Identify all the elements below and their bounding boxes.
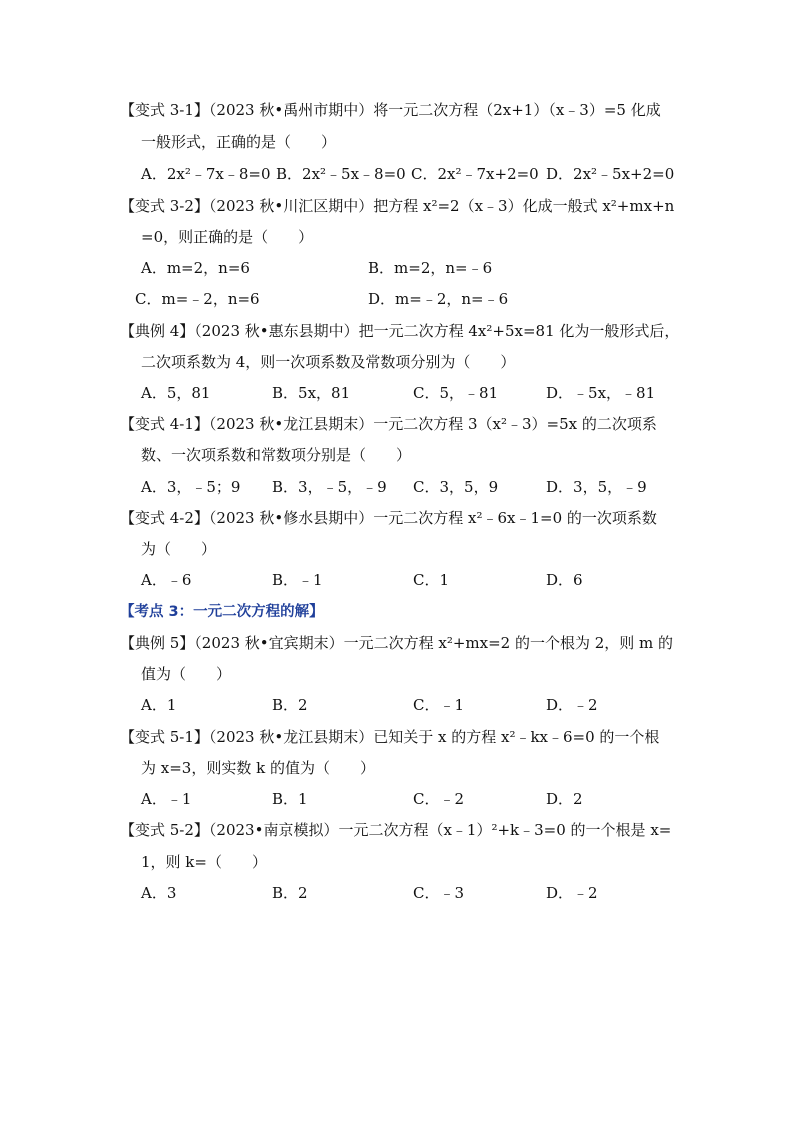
option-b: B．2 <box>272 884 308 902</box>
option-c: C．1 <box>413 571 450 589</box>
example-4-line-2: 二次项系数为 4，则一次项系数及常数项分别为（ ） <box>141 353 516 371</box>
option-d: D．2 <box>546 790 583 808</box>
question-5-1-line-1: 【变式 5-1】（2023 秋•龙江县期末）已知关于 x 的方程 x²﹣kx﹣6=0 的一个根 <box>120 728 660 746</box>
option-d: D．m=﹣2，n=﹣6 <box>368 290 509 308</box>
example-5-options <box>141 695 701 715</box>
question-4-2-line-1: 【变式 4-2】（2023 秋•修水县期中）一元二次方程 x²﹣6x﹣1=0 的一次项系数 <box>120 509 657 527</box>
question-4-2-line-2: 为（ ） <box>141 540 217 558</box>
option-b: B．1 <box>272 790 308 808</box>
option-d: D．2x²﹣5x+2=0 <box>546 165 675 183</box>
question-4-2-options <box>141 570 701 590</box>
option-b: B．3，﹣5，﹣9 <box>272 478 387 496</box>
question-3-2-options-row-2 <box>135 289 695 309</box>
option-c: C．﹣3 <box>413 884 465 902</box>
option-a: A．2x²﹣7x﹣8=0 <box>141 165 271 183</box>
option-b: B．2 <box>272 696 308 714</box>
question-4-1-line-1: 【变式 4-1】（2023 秋•龙江县期末）一元二次方程 3（x²﹣3）=5x 的二次项系 <box>120 415 657 433</box>
question-5-1-options <box>141 789 701 809</box>
option-c: C．﹣1 <box>413 696 465 714</box>
question-4-1-options <box>141 477 701 497</box>
question-3-1-line-1: 【变式 3-1】（2023 秋•禹州市期中）将一元二次方程（2x+1）（x﹣3）=5 化成 <box>120 101 661 119</box>
option-b: B．2x²﹣5x﹣8=0 <box>276 165 406 183</box>
example-5-line-2: 值为（ ） <box>141 665 232 683</box>
question-4-1-line-2: 数、一次项系数和常数项分别是（ ） <box>141 446 412 464</box>
question-3-2-line-1: 【变式 3-2】（2023 秋•川汇区期中）把方程 x²=2（x﹣3）化成一般式 x²+mx+n <box>120 197 675 215</box>
question-3-2-line-2: =0，则正确的是（ ） <box>141 228 314 246</box>
option-c: C．﹣2 <box>413 790 465 808</box>
example-4-line-1: 【典例 4】（2023 秋•惠东县期中）把一元二次方程 4x²+5x=81 化为一般形式后， <box>120 322 680 340</box>
option-a: A．﹣1 <box>141 790 192 808</box>
option-a: A．5，81 <box>141 384 211 402</box>
question-3-2-options-row-1 <box>141 258 701 278</box>
question-5-2-line-1: 【变式 5-2】（2023•南京模拟）一元二次方程（x﹣1）²+k﹣3=0 的一个根是 x= <box>120 821 672 839</box>
option-c: C．m=﹣2，n=6 <box>135 290 260 308</box>
option-a: A．﹣6 <box>141 571 192 589</box>
option-d: D．﹣2 <box>546 884 598 902</box>
option-c: C．5，﹣81 <box>413 384 499 402</box>
option-a: A．m=2，n=6 <box>141 259 250 277</box>
question-5-1-line-2: 为 x=3，则实数 k 的值为（ ） <box>141 759 375 777</box>
example-4-options <box>141 383 701 403</box>
option-d: D．﹣5x，﹣81 <box>546 384 656 402</box>
option-c: C．3，5，9 <box>413 478 499 496</box>
option-d: D．﹣2 <box>546 696 598 714</box>
question-3-1-line-2: 一般形式，正确的是（ ） <box>141 133 337 151</box>
question-3-1-options <box>141 164 701 184</box>
option-a: A．1 <box>141 696 177 714</box>
option-b: B．5x，81 <box>272 384 351 402</box>
option-a: A．3 <box>141 884 177 902</box>
option-a: A．3，﹣5；9 <box>141 478 241 496</box>
option-b: B．﹣1 <box>272 571 323 589</box>
section-heading: 【考点 3：一元二次方程的解】 <box>120 604 324 620</box>
option-d: D．6 <box>546 571 583 589</box>
example-5-line-1: 【典例 5】（2023 秋•宜宾期末）一元二次方程 x²+mx=2 的一个根为 2，则 m 的 <box>120 634 674 652</box>
question-5-2-line-2: 1，则 k=（ ） <box>141 853 267 871</box>
option-c: C．2x²﹣7x+2=0 <box>411 165 539 183</box>
question-5-2-options <box>141 883 701 903</box>
option-d: D．3，5，﹣9 <box>546 478 647 496</box>
option-b: B．m=2，n=﹣6 <box>368 259 493 277</box>
